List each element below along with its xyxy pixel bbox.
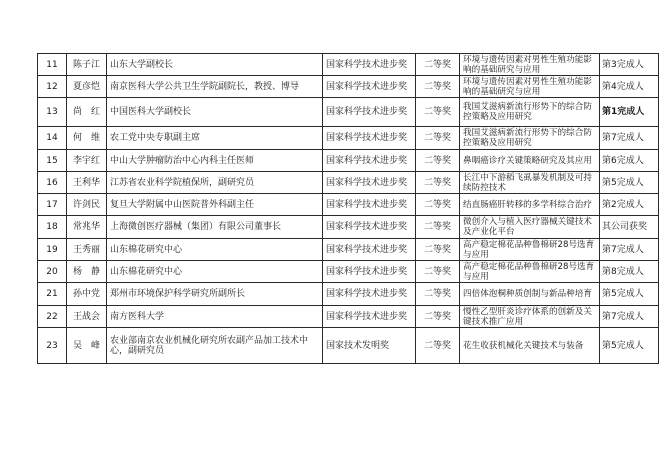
person-name: 吴 峰	[67, 328, 107, 364]
row-number: 17	[38, 194, 67, 216]
project-title: 环境与遗传因素对男性生殖功能影响的基础研究与应用	[460, 76, 600, 98]
completion-rank: 第8完成人	[600, 261, 659, 283]
completion-rank: 第7完成人	[600, 127, 659, 150]
work-unit: 中国医科大学副校长	[107, 98, 323, 127]
project-title: 微创介入与植入医疗器械关键技术及产业化平台	[460, 216, 600, 239]
row-number: 16	[38, 172, 67, 194]
row-number: 14	[38, 127, 67, 150]
award-level: 二等奖	[416, 54, 460, 76]
project-title: 高产稳定棉花品种鲁棉研28号选育与应用	[460, 261, 600, 283]
row-number: 21	[38, 283, 67, 306]
award-level: 二等奖	[416, 127, 460, 150]
row-number: 15	[38, 150, 67, 172]
project-title: 花生收获机械化关键技术与装备	[460, 328, 600, 364]
award-level: 二等奖	[416, 98, 460, 127]
person-name: 杨 静	[67, 261, 107, 283]
award-level: 二等奖	[416, 76, 460, 98]
person-name: 夏彦恺	[67, 76, 107, 98]
project-title: 我国艾滋病新流行形势下的综合防控策略及应用研究	[460, 127, 600, 150]
award-type: 国家科学技术进步奖	[323, 172, 416, 194]
work-unit: 复旦大学附属中山医院普外科副主任	[107, 194, 323, 216]
row-number: 13	[38, 98, 67, 127]
work-unit: 山东大学副校长	[107, 54, 323, 76]
award-type: 国家科学技术进步奖	[323, 261, 416, 283]
work-unit: 南京医科大学公共卫生学院副院长，教授、博导	[107, 76, 323, 98]
project-title: 我国艾滋病新流行形势下的综合防控策略及应用研究	[460, 98, 600, 127]
completion-rank: 第7完成人	[600, 239, 659, 261]
table-row	[38, 54, 659, 76]
table-row	[38, 261, 659, 283]
awards-table-body	[38, 54, 659, 364]
project-title: 四倍体泡桐种质创制与新品种培育	[460, 283, 600, 306]
completion-rank: 第5完成人	[600, 172, 659, 194]
table-row	[38, 98, 659, 127]
table-row	[38, 239, 659, 261]
person-name: 王秀丽	[67, 239, 107, 261]
completion-rank: 第3完成人	[600, 54, 659, 76]
award-type: 国家科学技术进步奖	[323, 194, 416, 216]
row-number: 20	[38, 261, 67, 283]
person-name: 何 维	[67, 127, 107, 150]
work-unit: 农业部南京农业机械化研究所农副产品加工技术中心，副研究员	[107, 328, 323, 364]
work-unit: 山东棉花研究中心	[107, 261, 323, 283]
person-name: 陈子江	[67, 54, 107, 76]
award-level: 二等奖	[416, 216, 460, 239]
work-unit: 山东棉花研究中心	[107, 239, 323, 261]
table-row	[38, 194, 659, 216]
table-row	[38, 172, 659, 194]
project-title: 慢性乙型肝炎诊疗体系的创新及关键技术推广应用	[460, 306, 600, 328]
row-number: 12	[38, 76, 67, 98]
award-type: 国家科学技术进步奖	[323, 283, 416, 306]
person-name: 李宇红	[67, 150, 107, 172]
row-number: 22	[38, 306, 67, 328]
completion-rank: 第7完成人	[600, 306, 659, 328]
work-unit: 农工党中央专职副主席	[107, 127, 323, 150]
table-row	[38, 328, 659, 364]
award-type: 国家科学技术进步奖	[323, 150, 416, 172]
award-type: 国家科学技术进步奖	[323, 239, 416, 261]
award-type: 国家科学技术进步奖	[323, 54, 416, 76]
award-type: 国家技术发明奖	[323, 328, 416, 364]
row-number: 19	[38, 239, 67, 261]
award-type: 国家科学技术进步奖	[323, 306, 416, 328]
work-unit: 江苏省农业科学院植保所，副研究员	[107, 172, 323, 194]
person-name: 孙中党	[67, 283, 107, 306]
award-level: 二等奖	[416, 239, 460, 261]
award-type: 国家科学技术进步奖	[323, 76, 416, 98]
completion-rank: 第5完成人	[600, 283, 659, 306]
work-unit: 中山大学肿瘤防治中心内科主任医师	[107, 150, 323, 172]
award-level: 二等奖	[416, 172, 460, 194]
table-row	[38, 283, 659, 306]
award-level: 二等奖	[416, 261, 460, 283]
completion-rank: 第6完成人	[600, 150, 659, 172]
completion-rank: 第2完成人	[600, 194, 659, 216]
completion-rank: 第1完成人	[600, 98, 659, 127]
award-level: 二等奖	[416, 328, 460, 364]
award-type: 国家科学技术进步奖	[323, 98, 416, 127]
row-number: 18	[38, 216, 67, 239]
award-level: 二等奖	[416, 150, 460, 172]
project-title: 高产稳定棉花品种鲁棉研28号选育与应用	[460, 239, 600, 261]
table-row	[38, 127, 659, 150]
award-level: 二等奖	[416, 194, 460, 216]
table-row	[38, 76, 659, 98]
awards-table	[37, 53, 659, 364]
project-title: 鼻咽癌诊疗关键策略研究及其应用	[460, 150, 600, 172]
row-number: 23	[38, 328, 67, 364]
table-row	[38, 306, 659, 328]
award-type: 国家科学技术进步奖	[323, 216, 416, 239]
person-name: 常兆华	[67, 216, 107, 239]
work-unit: 上海微创医疗器械（集团）有限公司董事长	[107, 216, 323, 239]
award-level: 二等奖	[416, 306, 460, 328]
row-number: 11	[38, 54, 67, 76]
person-name: 尚 红	[67, 98, 107, 127]
person-name: 王战会	[67, 306, 107, 328]
project-title: 环境与遗传因素对男性生殖功能影响的基础研究与应用	[460, 54, 600, 76]
award-type: 国家科学技术进步奖	[323, 127, 416, 150]
person-name: 许剑民	[67, 194, 107, 216]
person-name: 王利华	[67, 172, 107, 194]
completion-rank: 第5完成人	[600, 328, 659, 364]
award-level: 二等奖	[416, 283, 460, 306]
work-unit: 郑州市环境保护科学研究所副所长	[107, 283, 323, 306]
table-row	[38, 216, 659, 239]
project-title: 结直肠癌肝转移的多学科综合治疗	[460, 194, 600, 216]
completion-rank: 第4完成人	[600, 76, 659, 98]
work-unit: 南方医科大学	[107, 306, 323, 328]
completion-rank: 其公司获奖	[600, 216, 659, 239]
project-title: 长江中下游稻飞虱暴发机制及可持续防控技术	[460, 172, 600, 194]
table-row	[38, 150, 659, 172]
